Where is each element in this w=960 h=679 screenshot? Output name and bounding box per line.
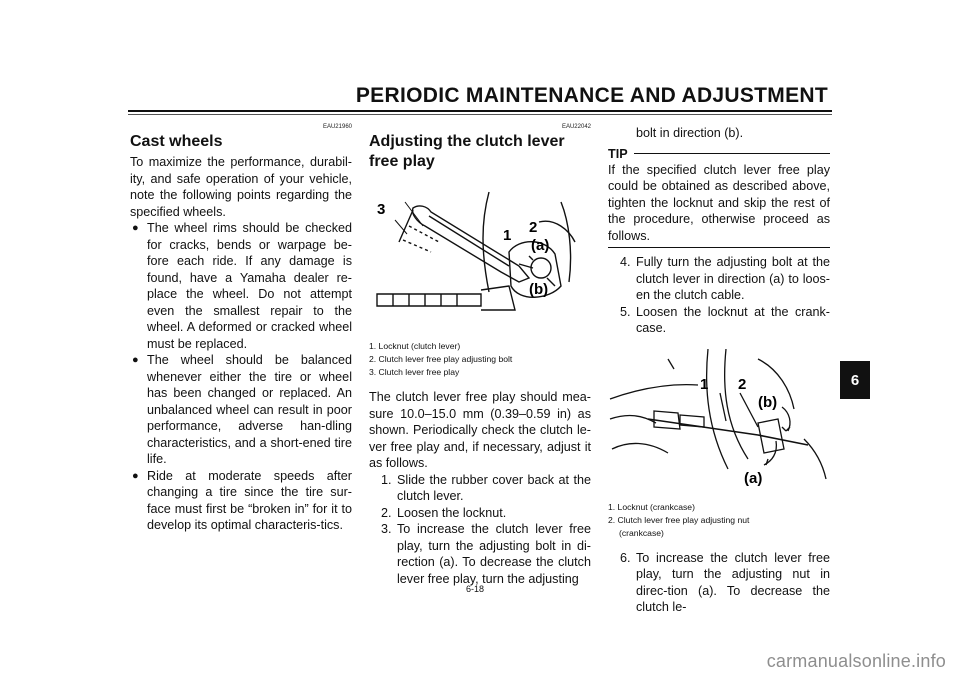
- header-rule-thin: [128, 114, 832, 115]
- step-text: bolt in direction (b).: [636, 126, 744, 140]
- left-column: [130, 124, 352, 534]
- fig-label-a: (a): [744, 469, 763, 487]
- step-number: 4.: [620, 255, 631, 269]
- intro-paragraph: To maximize the performance, durabil-ity, and safe operation of your vehicle, note the following points regarding the specified wheels.: [130, 155, 352, 219]
- bullet-text: The wheel rims should be checked for cracks, bends or warpage be-fore each ride. If any damage is found, have a Yamaha dealer re-place the wheel. Do not attempt even the smallest repair to the wheel. A deformed or cracked wheel must be replaced.: [147, 221, 352, 351]
- bullet-icon: ●: [132, 469, 139, 482]
- bullet-text: Ride at moderate speeds after changing a tire since the tire sur-face must first be “broken in” for it to develop its optimal characteris-tics.: [147, 468, 352, 532]
- fig-label-b: (b): [529, 281, 549, 298]
- tip-rule: [634, 153, 830, 154]
- step-text: To increase the clutch lever free play, turn the adjusting bolt in di-rection (a). To decrease the clutch lever free play, turn the adjusting: [397, 522, 591, 586]
- tip-box: [608, 146, 830, 249]
- bullet-text: The wheel should be balanced whenever either the tire or wheel has been changed or replaced. An unbalanced wheel can result in poor performance, adverse han-dling characteristics, and a short-ened tire life.: [147, 353, 352, 466]
- section-code: EAU21960: [322, 124, 352, 130]
- watermark-text[interactable]: carmanualsonline.info: [766, 651, 946, 671]
- section-heading: Adjusting the clutch lever free play: [369, 133, 565, 170]
- step-number: 5.: [620, 304, 631, 319]
- step-item: [369, 521, 591, 587]
- body-paragraph: The clutch lever free play should mea-sure 10.0–15.0 mm (0.39–0.59 in) as shown. Periodically check the clutch le-ver free play and, if necessary, adjust it as follows.: [369, 390, 591, 470]
- chapter-tab[interactable]: 6: [840, 361, 870, 399]
- caption-line: 2. Clutch lever free play adjusting nut: [608, 514, 750, 525]
- section-heading: Cast wheels: [130, 133, 223, 150]
- tip-text: If the specified clutch lever free play could be obtained as described above, tighten the locknut and skip the rest of the procedure, otherwise proceed as follows.: [608, 162, 830, 243]
- caption-line: (crankcase): [619, 527, 664, 538]
- bullet-icon: ●: [132, 354, 139, 366]
- step-number: 2.: [381, 505, 392, 520]
- caption-line: 1. Locknut (crankcase): [608, 501, 695, 512]
- step-item: [369, 472, 591, 505]
- figure-captions: [608, 501, 830, 540]
- caption-line: 3. Clutch lever free play: [369, 367, 460, 377]
- fig-label-3: 3: [377, 201, 386, 218]
- step-text: Loosen the locknut at the crank-case.: [636, 304, 830, 335]
- step-item: [369, 505, 591, 522]
- step-number: 1.: [381, 472, 392, 487]
- step-item: [608, 304, 830, 337]
- list-item: [130, 468, 352, 534]
- fig-label-2: 2: [738, 375, 747, 393]
- middle-column: [369, 124, 591, 587]
- step-text: Slide the rubber cover back at the clutch lever.: [397, 472, 591, 503]
- caption-line: 2. Clutch lever free play adjusting bolt: [369, 354, 513, 364]
- step-item: [608, 550, 830, 616]
- step-text: To increase the clutch lever free play, turn the adjusting nut in direc-tion (a). To decrease the clutch le-: [636, 550, 830, 614]
- step-number: 6.: [620, 550, 631, 565]
- clutch-lever-figure: [369, 182, 591, 322]
- bullet-icon: ●: [132, 222, 139, 234]
- page-number: 6-18: [466, 584, 485, 594]
- fig-label-a: (a): [531, 237, 550, 254]
- tip-end-rule: [608, 247, 830, 248]
- section-code: EAU22042: [561, 124, 591, 130]
- step-item: [608, 254, 830, 304]
- right-column: [608, 125, 830, 616]
- list-item: [130, 352, 352, 468]
- figure-captions: [369, 340, 591, 379]
- fig-label-1: 1: [700, 375, 709, 393]
- fig-label-b: (b): [758, 393, 778, 411]
- header-rule: [128, 110, 832, 112]
- step-number: 3.: [381, 522, 392, 536]
- fig-label-2: 2: [529, 219, 538, 236]
- caption-line: 1. Locknut (clutch lever): [369, 341, 461, 351]
- list-item: [130, 220, 352, 352]
- step-text: Fully turn the adjusting bolt at the clutch lever in direction (a) to loos-en the clutch cable.: [636, 255, 830, 302]
- fig-label-1: 1: [503, 227, 512, 244]
- crankcase-locknut-figure: [608, 349, 830, 489]
- step-continuation: [608, 125, 830, 142]
- step-text: Loosen the locknut.: [397, 505, 507, 520]
- tip-label: TIP: [608, 146, 628, 161]
- page-header-title: PERIODIC MAINTENANCE AND ADJUSTMENT: [355, 84, 828, 107]
